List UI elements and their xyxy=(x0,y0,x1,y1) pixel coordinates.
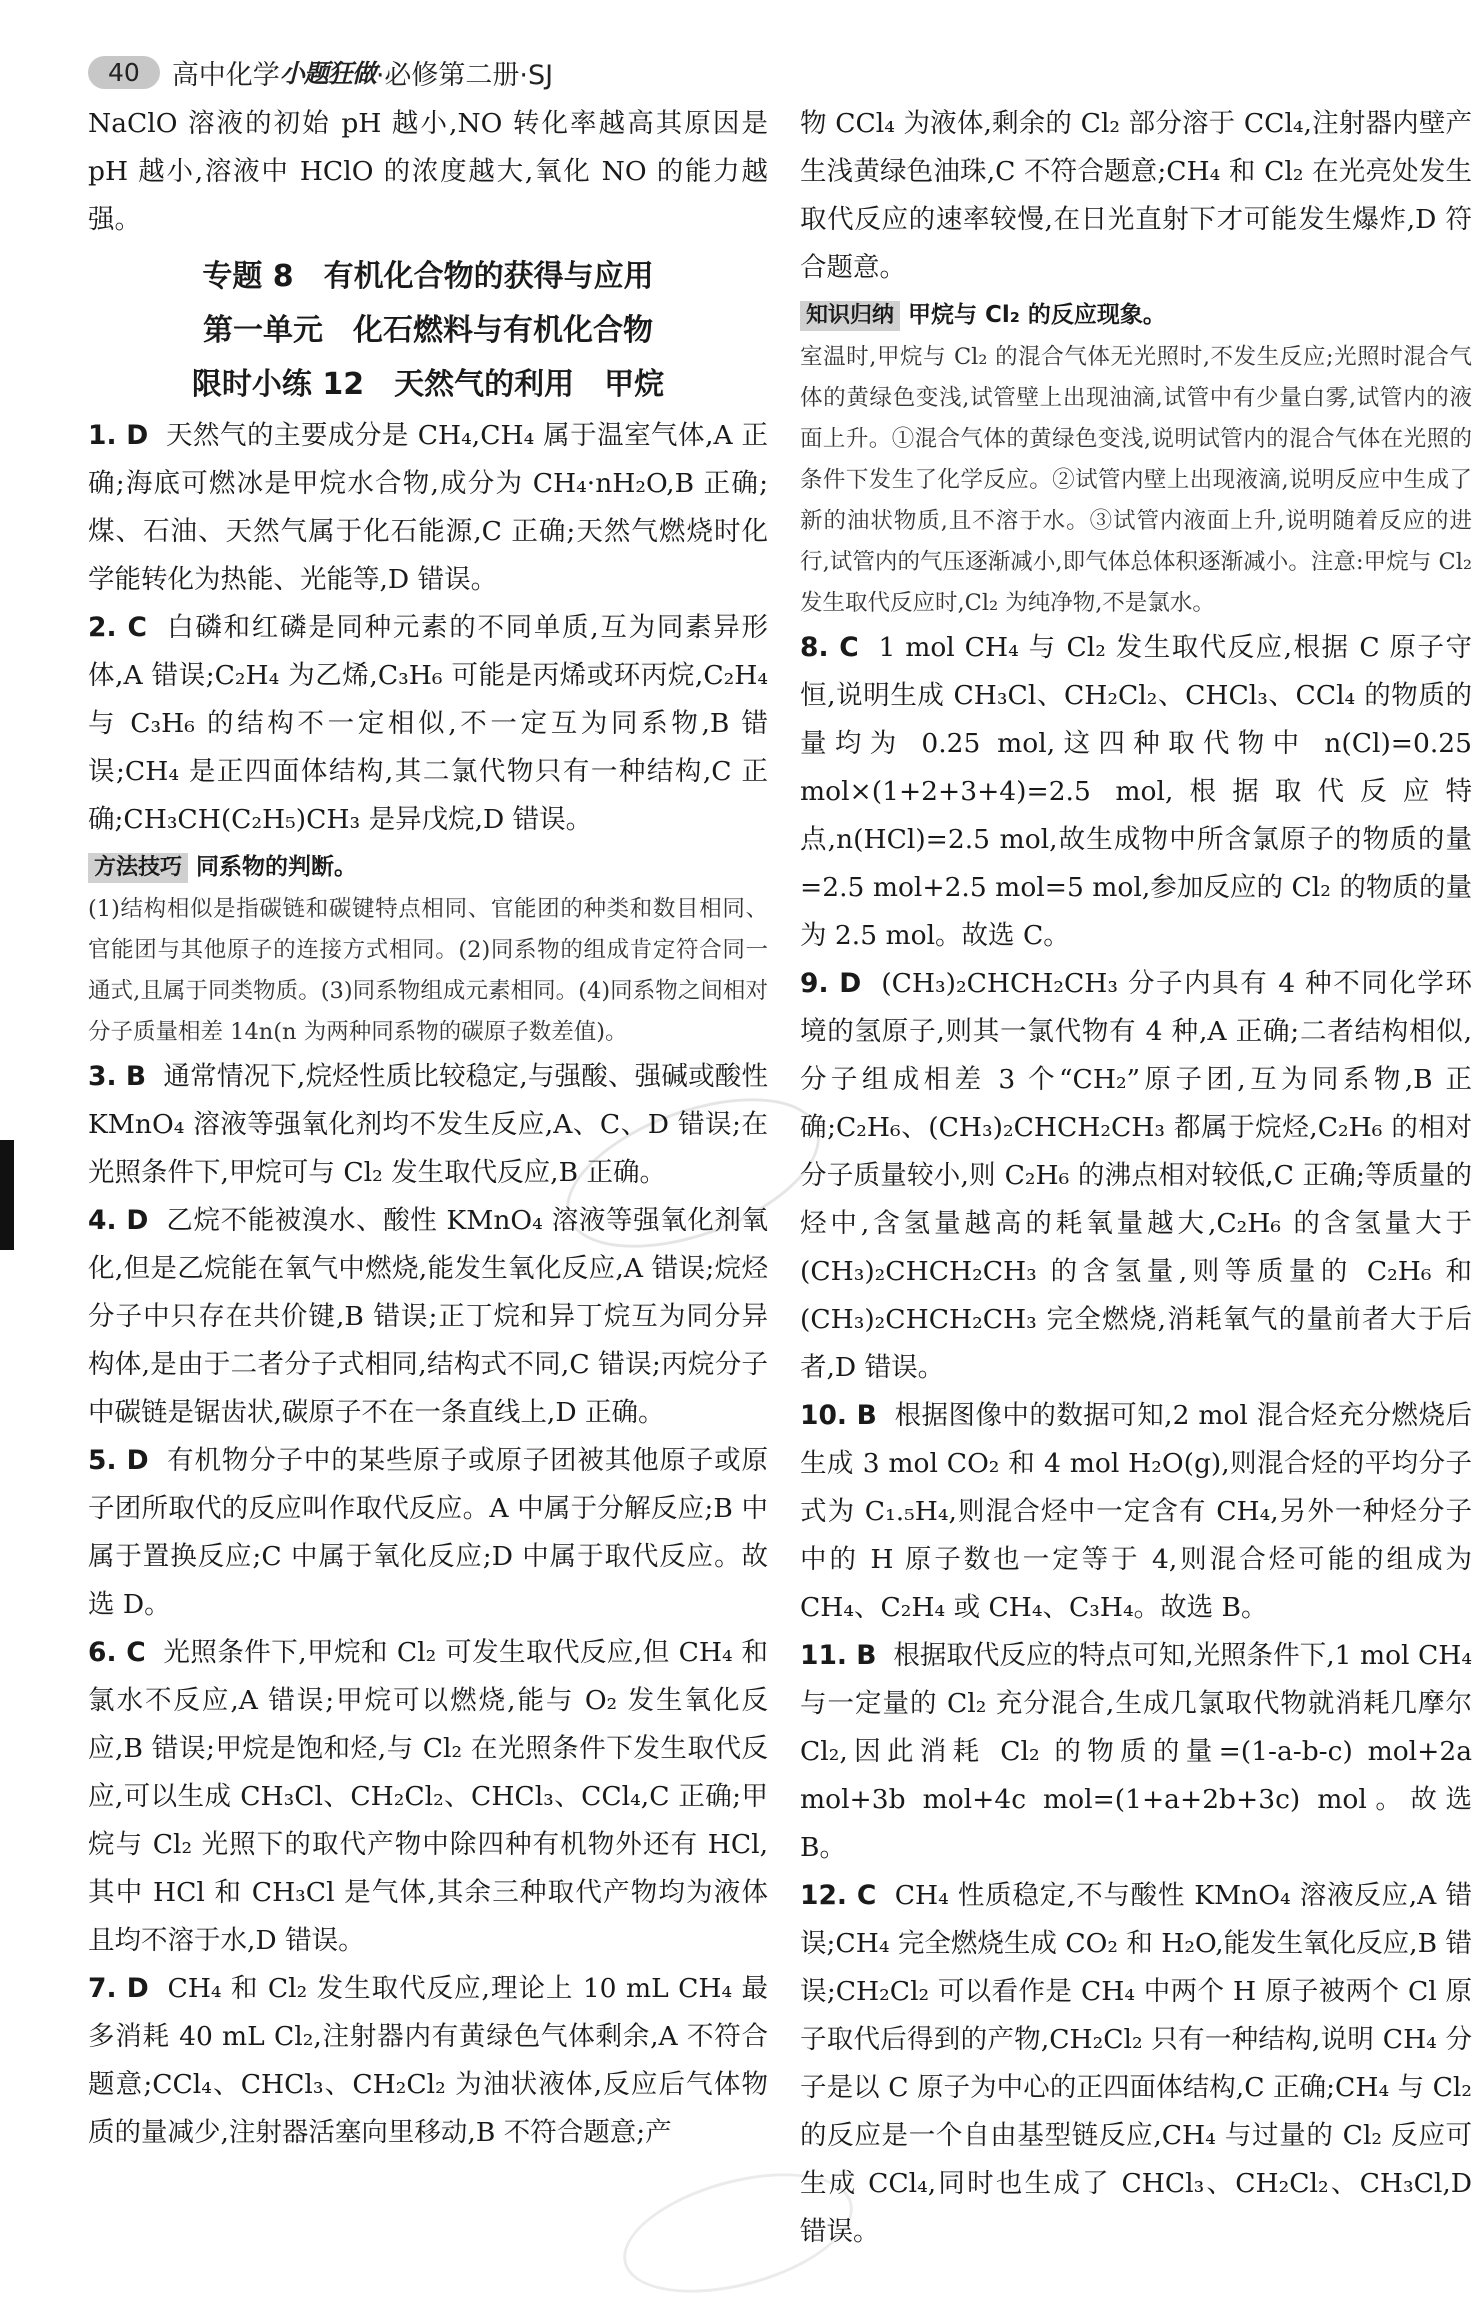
answer-8 xyxy=(800,624,1472,960)
header-subject: 高中化学 xyxy=(171,59,280,91)
answer-1 xyxy=(88,412,768,604)
answer-7-continued: 物 CCl₄ 为液体,剩余的 Cl₂ 部分溶于 CCl₄,注射器内壁产生浅黄绿色油珠,C 不符合题意;CH₄ 和 Cl₂ 在光亮处发生取代反应的速率较慢,在日光直射下才可能发生爆炸,D 符合题意。 xyxy=(800,108,1472,283)
answer-number: 1. D xyxy=(88,420,149,451)
tip-tag: 方法技巧 xyxy=(88,853,188,883)
knowledge-tip-body: 室温时,甲烷与 Cl₂ 的混合气体无光照时,不发生反应;光照时混合气体的黄绿色变浅,试管壁上出现油滴,试管中有少量白雾,试管内的液面上升。①混合气体的黄绿色变浅,说明试管内的混合气体在光照的条件下发生了化学反应。②试管内壁上出现液滴,说明反应中生成了新的油状物质,且不溶于水。③试管内液面上升,说明随着反应的进行,试管内的气压逐渐减小,即气体总体积逐渐减小。注意:甲烷与 Cl₂ 发生取代反应时,Cl₂ 为纯净物,不是氯水。 xyxy=(800,344,1472,616)
answer-text: 白磷和红磷是同种元素的不同单质,互为同素异形体,A 错误;C₂H₄ 为乙烯,C₃H₆ 可能是丙烯或环丙烷,C₂H₄ 与 C₃H₆ 的结构不一定相似,不一定互为同系物,B 错误;CH₄ 是正四面体结构,其二氯代物只有一种结构,C 正确;CH₃CH(C₂H₅)CH₃ 是异戊烷,D 错误。 xyxy=(88,612,768,835)
answer-10 xyxy=(800,1392,1472,1632)
answer-number: 7. D xyxy=(88,1973,149,2004)
tip-title: 同系物的判断。 xyxy=(196,854,358,880)
answer-number: 4. D xyxy=(88,1205,149,1236)
page-number: 40 xyxy=(88,56,160,89)
answer-number: 5. D xyxy=(88,1445,149,1476)
answer-number: 2. C xyxy=(88,612,147,643)
answer-3 xyxy=(88,1053,768,1197)
answer-text: 有机物分子中的某些原子或原子团被其他原子或原子团所取代的反应叫作取代反应。A 中属于分解反应;B 中属于置换反应;C 中属于氧化反应;D 中属于取代反应。故选 D。 xyxy=(88,1445,769,1620)
answer-number: 8. C xyxy=(800,632,859,663)
answer-number: 12. C xyxy=(800,1880,877,1911)
answer-text: 根据取代反应的特点可知,光照条件下,1 mol CH₄ 与一定量的 Cl₂ 充分混合,生成几氯取代物就消耗几摩尔 Cl₂,因此消耗 Cl₂ 的物质的量=(1-a-b-c) mol+2a mol+3b mol+4c mol=(1+a+2b+3c) mol。故选 B。 xyxy=(800,1640,1472,1863)
answer-text: CH₄ 和 Cl₂ 发生取代反应,理论上 10 mL CH₄ 最多消耗 40 mL Cl₂,注射器内有黄绿色气体剩余,A 不符合题意;CCl₄、CHCl₃、CH₂Cl₂ 为油状液体,反应后气体物质的量减少,注射器活塞向里移动,B 不符合题意;产 xyxy=(88,1973,768,2148)
chapter-title: 专题 8 有机化合物的获得与应用 xyxy=(202,259,654,294)
answer-text: 通常情况下,烷烃性质比较稳定,与强酸、强碱或酸性 KMnO₄ 溶液等强氧化剂均不发生反应,A、C、D 错误;在光照条件下,甲烷可与 Cl₂ 发生取代反应,B 正确。 xyxy=(88,1061,768,1188)
answer-7 xyxy=(88,1965,768,2157)
section-title: 限时小练 12 天然气的利用 甲烷 xyxy=(191,367,665,402)
answer-number: 6. C xyxy=(88,1637,146,1668)
answer-text: (CH₃)₂CHCH₂CH₃ 分子内具有 4 种不同化学环境的氢原子,则其一氯代物有 4 种,A 正确;二者结构相似,分子组成相差 3 个“CH₂”原子团,互为同系物,B 正确;C₂H₆、(CH₃)₂CHCH₂CH₃ 都属于烷烃,C₂H₆ 的相对分子质量较小,则 C₂H₆ 的沸点相对较低,C 正确;等质量的烃中,含氢量越高的耗氧量越大,C₂H₆ 的含氢量大于(CH₃)₂CHCH₂CH₃ 的含氢量,则等质量的 C₂H₆ 和(CH₃)₂CHCH₂CH₃ 完全燃烧,消耗氧气的量前者大于后者,D 错误。 xyxy=(800,968,1472,1383)
answer-text: 光照条件下,甲烷和 Cl₂ 可发生取代反应,但 CH₄ 和氯水不反应,A 错误;甲烷可以燃烧,能与 O₂ 发生氧化反应,B 错误;甲烷是饱和烃,与 Cl₂ 在光照条件下发生取代反应,可以生成 CH₃Cl、CH₂Cl₂、CHCl₃、CCl₄,C 正确;甲烷与 Cl₂ 光照下的取代产物中除四种有机物外还有 HCl,其中 HCl 和 CH₃Cl 是气体,其余三种取代产物均为液体且均不溶于水,D 错误。 xyxy=(88,1637,768,1956)
tip-title: 甲烷与 Cl₂ 的反应现象。 xyxy=(908,302,1166,328)
answer-12 xyxy=(800,1872,1472,2256)
answer-number: 3. B xyxy=(88,1061,147,1092)
answer-text: 1 mol CH₄ 与 Cl₂ 发生取代反应,根据 C 原子守恒,说明生成 CH₃Cl、CH₂Cl₂、CHCl₃、CCl₄ 的物质的量均为 0.25 mol,这四种取代物中 n(Cl)=0.25 mol×(1+2+3+4)=2.5 mol,根据取代反应特点,n(HCl)=2.5 mol,故生成物中所含氯原子的物质的量=2.5 mol+2.5 mol=5 mol,参加反应的 Cl₂ 的物质的量为 2.5 mol。故选 C。 xyxy=(800,632,1472,951)
answer-text: CH₄ 性质稳定,不与酸性 KMnO₄ 溶液反应,A 错误;CH₄ 完全燃烧生成 CO₂ 和 H₂O,能发生氧化反应,B 错误;CH₂Cl₂ 可以看作是 CH₄ 中两个 H 原子被两个 Cl 原子取代后得到的产物,CH₂Cl₂ 只有一种结构,说明 CH₄ 分子是以 C 原子为中心的正四面体结构,C 正确;CH₄ 与 Cl₂ 的反应是一个自由基型链反应,CH₄ 与过量的 Cl₂ 反应可生成 CCl₄,同时也生成了 CHCl₃、CH₂Cl₂、CH₃Cl,D 错误。 xyxy=(800,1880,1472,2247)
page-header xyxy=(88,52,553,92)
tip-tag: 知识归纳 xyxy=(800,301,900,331)
answer-6 xyxy=(88,1629,768,1965)
answer-text: 乙烷不能被溴水、酸性 KMnO₄ 溶液等强氧化剂氧化,但是乙烷能在氧气中燃烧,能发生氧化反应,A 错误;烷烃分子中只存在共价键,B 错误;正丁烷和异丁烷互为同分异构体,是由于二者分子式相同,结构式不同,C 错误;丙烷分子中碳链是锯齿状,碳原子不在一条直线上,D 正确。 xyxy=(88,1205,769,1428)
method-tip-body: (1)结构相似是指碳链和碳键特点相同、官能团的种类和数目相同、官能团与其他原子的连接方式相同。(2)同系物的组成肯定符合同一通式,且属于同类物质。(3)同系物组成元素相同。(4)同系物之间相对分子质量相差 14n(n 为两种同系物的碳原子数差值)。 xyxy=(88,896,768,1045)
unit-title: 第一单元 化石燃料与有机化合物 xyxy=(203,313,653,348)
method-tip-heading xyxy=(88,844,768,889)
answer-11 xyxy=(800,1632,1472,1872)
answer-text: 天然气的主要成分是 CH₄,CH₄ 属于温室气体,A 正确;海底可燃冰是甲烷水合物,成分为 CH₄·nH₂O,B 正确;煤、石油、天然气属于化石能源,C 正确;天然气燃烧时化学能转化为热能、光能等,D 错误。 xyxy=(88,420,768,595)
edge-marker xyxy=(0,1140,14,1250)
answer-number: 10. B xyxy=(800,1400,877,1431)
answer-number: 9. D xyxy=(800,968,862,999)
answer-4 xyxy=(88,1197,768,1437)
answer-text: 根据图像中的数据可知,2 mol 混合烃充分燃烧后生成 3 mol CO₂ 和 4 mol H₂O(g),则混合烃的平均分子式为 C₁.₅H₄,则混合烃中一定含有 CH₄,另外一种烃分子中的 H 原子数也一定等于 4,则混合烃可能的组成为 CH₄、C₂H₄ 或 CH₄、C₃H₄。故选 B。 xyxy=(800,1400,1472,1623)
answer-9 xyxy=(800,960,1472,1392)
right-column xyxy=(800,100,1472,2256)
answer-5 xyxy=(88,1437,768,1629)
header-book: ·必修第二册·SJ xyxy=(375,59,554,91)
answer-number: 11. B xyxy=(800,1640,877,1671)
knowledge-tip-heading xyxy=(800,292,1472,337)
answer-2 xyxy=(88,604,768,844)
left-column xyxy=(88,100,768,2157)
intro-paragraph: NaClO 溶液的初始 pH 越小,NO 转化率越高其原因是 pH 越小,溶液中 HClO 的浓度越大,氧化 NO 的能力越强。 xyxy=(88,108,768,235)
brand-logo: 小题狂做 xyxy=(279,59,376,88)
